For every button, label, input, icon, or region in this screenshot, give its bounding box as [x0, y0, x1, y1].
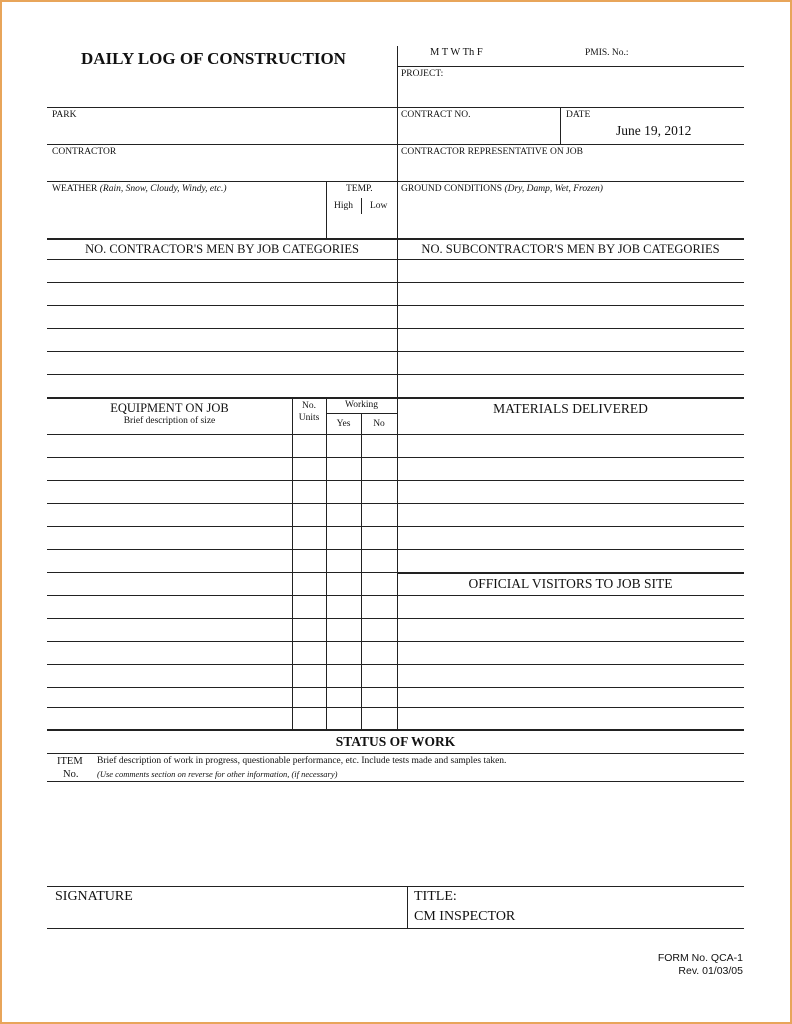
- table-row: [47, 595, 744, 596]
- form-title: DAILY LOG OF CONSTRUCTION: [81, 49, 346, 68]
- park-label: PARK: [52, 110, 77, 120]
- ground-label: GROUND CONDITIONS: [401, 184, 503, 194]
- table-row: [47, 641, 744, 642]
- table-row: [47, 707, 744, 708]
- table-row: [47, 526, 744, 527]
- working-no-header: No: [373, 419, 385, 429]
- item-no-label: No.: [63, 769, 79, 780]
- table-row: [47, 282, 744, 283]
- rule: [47, 753, 744, 754]
- table-row: [47, 503, 744, 504]
- rule: [326, 181, 327, 239]
- rule: [47, 144, 744, 145]
- rule: [397, 144, 398, 182]
- weather-label-group: [52, 184, 227, 194]
- section-rule: [47, 397, 744, 399]
- table-row: [47, 328, 744, 329]
- rule: [560, 107, 561, 145]
- rule: [47, 181, 744, 182]
- revision-date: Rev. 01/03/05: [678, 965, 743, 977]
- ground-hint: (Dry, Damp, Wet, Frozen): [504, 184, 603, 194]
- status-note: (Use comments section on reverse for other information, (if necessary): [97, 769, 338, 779]
- rule: [361, 198, 362, 214]
- temp-label: TEMP.: [346, 184, 373, 194]
- temp-high-label: High: [334, 201, 353, 211]
- temp-low-label: Low: [370, 201, 388, 211]
- status-header: STATUS OF WORK: [335, 734, 456, 749]
- equipment-header: EQUIPMENT ON JOB: [110, 401, 229, 415]
- subcontractor-men-header: NO. SUBCONTRACTOR'S MEN BY JOB CATEGORIES: [421, 242, 720, 256]
- rule: [292, 397, 293, 730]
- rule: [47, 781, 744, 782]
- title-value[interactable]: CM INSPECTOR: [414, 909, 516, 924]
- contractor-men-header: NO. CONTRACTOR'S MEN BY JOB CATEGORIES: [85, 242, 359, 256]
- rule: [47, 928, 744, 929]
- table-row: [47, 351, 744, 352]
- units-header: Units: [298, 413, 320, 423]
- table-row: [47, 549, 744, 550]
- contract-no-label: CONTRACT NO.: [401, 110, 471, 120]
- table-row: [47, 305, 744, 306]
- header-divider: [397, 46, 398, 108]
- table-row: [47, 572, 397, 573]
- table-row: [47, 374, 744, 375]
- weather-hint: (Rain, Snow, Cloudy, Windy, etc.): [99, 184, 227, 194]
- date-value[interactable]: June 19, 2012: [616, 123, 692, 138]
- status-description: Brief description of work in progress, questionable performance, etc. Include tests made and samples taken.: [97, 756, 507, 766]
- title-label: TITLE:: [414, 889, 457, 904]
- date-label: DATE: [566, 110, 591, 120]
- rule: [397, 66, 744, 67]
- item-label: ITEM: [57, 756, 83, 767]
- units-header-no: No.: [302, 401, 316, 411]
- signature-label: SIGNATURE: [55, 889, 133, 904]
- weather-label: WEATHER: [52, 184, 98, 194]
- rule: [397, 397, 398, 730]
- section-rule: [47, 729, 744, 731]
- project-label: PROJECT:: [401, 69, 444, 79]
- section-rule: [47, 238, 744, 240]
- section-rule: [397, 572, 744, 574]
- pmis-label: PMIS. No.:: [585, 48, 629, 58]
- materials-header: MATERIALS DELIVERED: [493, 401, 648, 416]
- rule: [47, 107, 744, 108]
- equipment-subheader: Brief description of size: [123, 416, 216, 426]
- table-row: [47, 664, 744, 665]
- form-number: FORM No. QCA-1: [657, 952, 743, 964]
- working-header: Working: [344, 400, 378, 410]
- rule: [397, 181, 398, 239]
- working-yes-header: Yes: [336, 419, 351, 429]
- rule: [397, 107, 398, 145]
- table-row: [47, 434, 744, 435]
- table-row: [47, 618, 744, 619]
- table-row: [47, 457, 744, 458]
- table-row: [47, 480, 744, 481]
- weekday-options[interactable]: M T W Th F: [430, 47, 483, 58]
- contractor-rep-label: CONTRACTOR REPRESENTATIVE ON JOB: [401, 147, 583, 157]
- visitors-header: OFFICIAL VISITORS TO JOB SITE: [468, 576, 673, 591]
- contractor-label: CONTRACTOR: [52, 147, 117, 157]
- table-row: [47, 259, 744, 260]
- table-row: [47, 687, 744, 688]
- rule: [407, 886, 408, 928]
- rule: [326, 397, 327, 730]
- rule: [47, 886, 744, 887]
- ground-label-group: [401, 184, 603, 194]
